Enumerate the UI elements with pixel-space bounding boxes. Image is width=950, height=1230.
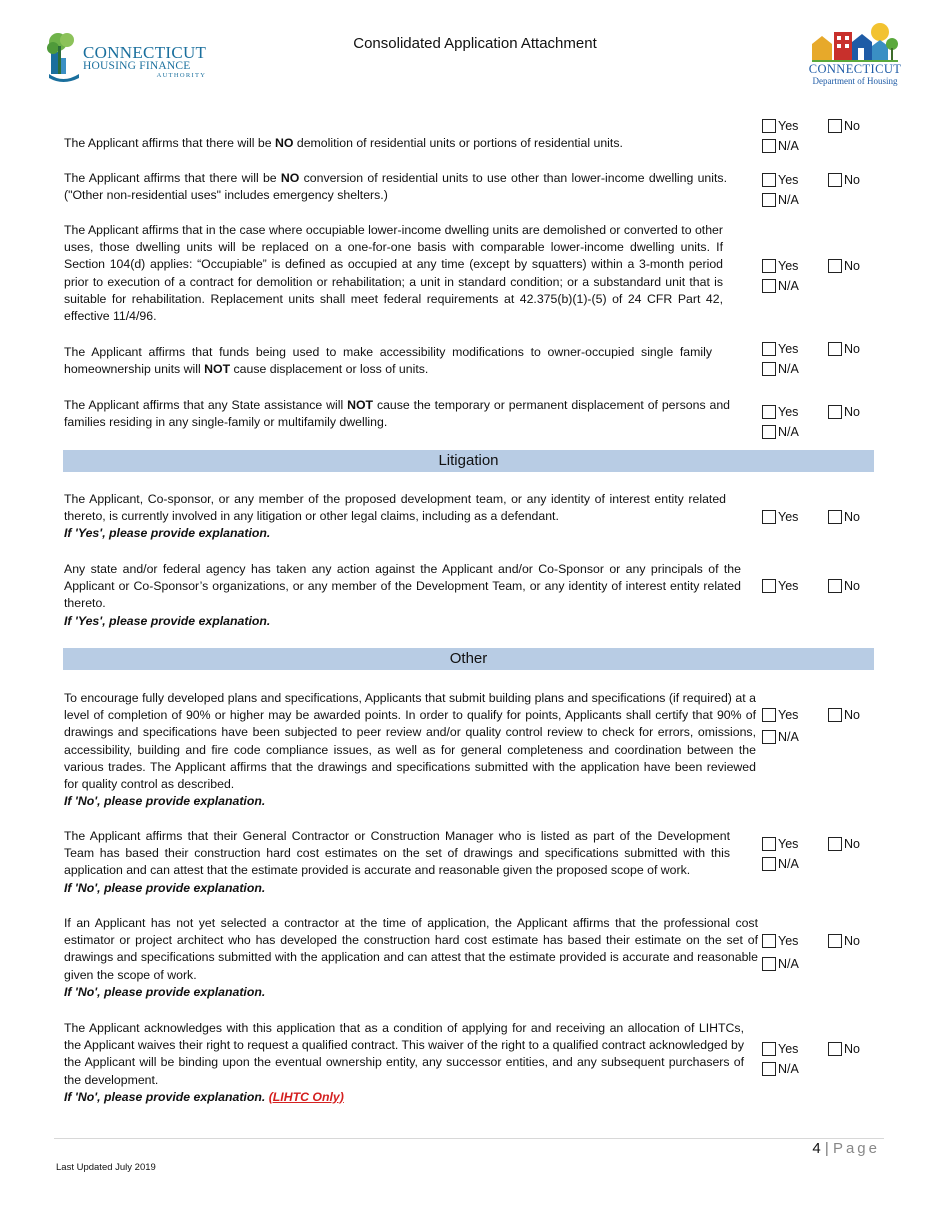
doh-logo — [806, 22, 904, 88]
yes-label: Yes — [778, 405, 799, 419]
no-checkbox[interactable] — [828, 579, 842, 593]
question-text-pre: The Applicant affirms that funds being used to make accessibility modifications to owner-occupied single family homeownership units will — [64, 345, 712, 377]
yes-checkbox[interactable] — [762, 119, 776, 133]
question-text — [64, 491, 726, 543]
no-option[interactable] — [828, 171, 860, 189]
yes-checkbox[interactable] — [762, 1042, 776, 1056]
question-text-body: Any state and/or federal agency has taken any action against the Applicant and/or Co-Sponsor or any principals of the Applicant or Co-Sponsor’s organizations, or any member of the Development Team, or any identity of interest entity related thereto. — [64, 562, 741, 611]
no-label: No — [844, 405, 860, 419]
yes-label: Yes — [778, 119, 799, 133]
no-option[interactable] — [828, 577, 860, 595]
no-label: No — [844, 579, 860, 593]
no-label: No — [844, 173, 860, 187]
no-option[interactable] — [828, 117, 860, 135]
page-title: Consolidated Application Attachment — [353, 35, 597, 52]
na-checkbox[interactable] — [762, 1062, 776, 1076]
no-label: No — [844, 1042, 860, 1056]
yes-label: Yes — [778, 510, 799, 524]
na-checkbox[interactable] — [762, 425, 776, 439]
no-label: No — [844, 259, 860, 273]
yes-option[interactable] — [762, 257, 798, 275]
no-option[interactable] — [828, 508, 860, 526]
yes-option[interactable] — [762, 508, 798, 526]
question-text — [64, 135, 734, 152]
no-checkbox[interactable] — [828, 708, 842, 722]
na-option[interactable] — [762, 137, 799, 155]
yes-option[interactable] — [762, 577, 798, 595]
question-text — [64, 828, 730, 897]
yes-option[interactable] — [762, 403, 798, 421]
chfa-line1: CONNECTICUT — [83, 43, 207, 62]
question-text-body: If an Applicant has not yet selected a contractor at the time of application, the Applicant affirms that the professional cost estimator or project architect who has developed the construction hard cost estimate has based their estimate on the set of drawings and specifications submitted with the application and can attest that the estimate provided is accurate and reasonable given the scope of work. — [64, 916, 758, 982]
yes-label: Yes — [778, 342, 799, 356]
question-text-post: cause displacement or loss of units. — [230, 362, 429, 377]
yes-label: Yes — [778, 708, 799, 722]
question-text-post: demolition of residential units or portions of residential units. — [293, 136, 623, 150]
no-checkbox[interactable] — [828, 934, 842, 948]
na-option[interactable] — [762, 1060, 799, 1078]
chfa-line3: AUTHORITY — [156, 71, 207, 79]
last-updated: Last Updated July 2019 — [56, 1162, 156, 1173]
yes-checkbox[interactable] — [762, 405, 776, 419]
section-header-litigation: Litigation — [63, 450, 874, 472]
yes-label: Yes — [778, 837, 799, 851]
no-checkbox[interactable] — [828, 837, 842, 851]
question-text — [64, 1020, 744, 1106]
no-checkbox[interactable] — [828, 119, 842, 133]
question-text-emphasis: NO — [280, 171, 300, 185]
na-option[interactable] — [762, 728, 799, 746]
na-checkbox[interactable] — [762, 362, 776, 376]
no-option[interactable] — [828, 932, 860, 950]
no-option[interactable] — [828, 706, 860, 724]
no-label: No — [844, 510, 860, 524]
no-checkbox[interactable] — [828, 342, 842, 356]
no-checkbox[interactable] — [828, 510, 842, 524]
yes-label: Yes — [778, 173, 799, 187]
page-number-separator: | — [824, 1140, 829, 1157]
yes-checkbox[interactable] — [762, 837, 776, 851]
question-text — [64, 915, 758, 1001]
question-text-emphasis: NO — [274, 136, 294, 150]
doh-subtitle: Department of Housing — [812, 76, 898, 86]
page-number — [760, 1140, 880, 1157]
na-option[interactable] — [762, 360, 799, 378]
yes-label: Yes — [778, 1042, 799, 1056]
na-checkbox[interactable] — [762, 857, 776, 871]
explanation-note: If 'No', please provide explanation. — [64, 794, 266, 809]
yes-checkbox[interactable] — [762, 579, 776, 593]
footer-divider — [54, 1138, 884, 1139]
no-option[interactable] — [828, 835, 860, 853]
section-header-other: Other — [63, 648, 874, 670]
question-text-pre: The Applicant affirms that any State assistance will — [64, 398, 348, 412]
na-option[interactable] — [762, 277, 799, 295]
page-header — [0, 0, 950, 110]
lihtc-only-link[interactable]: (LIHTC Only) — [268, 1089, 344, 1104]
yes-label: Yes — [778, 579, 799, 593]
no-label: No — [844, 708, 860, 722]
yes-option[interactable] — [762, 1040, 798, 1058]
yes-checkbox[interactable] — [762, 934, 776, 948]
explanation-note: If 'No', please provide explanation. — [64, 880, 266, 895]
no-checkbox[interactable] — [828, 173, 842, 187]
no-checkbox[interactable] — [828, 259, 842, 273]
na-label: N/A — [778, 957, 799, 971]
question-text — [64, 561, 741, 630]
na-checkbox[interactable] — [762, 193, 776, 207]
no-label: No — [844, 119, 860, 133]
yes-option[interactable] — [762, 932, 798, 950]
explanation-note: If 'No', please provide explanation. — [64, 984, 266, 999]
no-option[interactable] — [828, 340, 860, 358]
yes-option[interactable] — [762, 835, 798, 853]
question-text-body: The Applicant, Co-sponsor, or any member of the proposed development team, or any identity of interest entity related thereto, is currently involved in any litigation or other legal claims, including as a defendant. — [64, 492, 726, 524]
no-checkbox[interactable] — [828, 405, 842, 419]
na-label: N/A — [778, 1062, 799, 1076]
question-text-emphasis: NOT — [347, 398, 374, 412]
question-text-post: conversion of residential units to use other than lower-income dwelling units. ("Other non-residential uses" includes emergency shelters.) — [64, 171, 727, 203]
na-label: N/A — [778, 730, 799, 744]
question-text-body: To encourage fully developed plans and specifications, Applicants that submit building plans and specifications (if required) at a level of completion of 90% or higher may be awarded points. In order to qualify for points, Applicants shall certify that 90% of drawings and specifications have been subjected to peer review and/or quality control review to check for errors, omissions, accessibility, building and fire code compliance issues, as well as for general completeness and coordination between the various trades. The Applicant affirms that the drawings and specifications submitted with the application have been reviewed for quality control as described. — [64, 691, 756, 792]
yes-option[interactable] — [762, 706, 798, 724]
question-text-emphasis: NOT — [204, 362, 231, 377]
question-text-pre: The Applicant affirms that there will be — [64, 136, 275, 150]
doh-wordmark: CONNECTICUT — [808, 62, 902, 76]
no-label: No — [844, 342, 860, 356]
question-text — [64, 397, 730, 431]
explanation-note: If 'Yes', please provide explanation. — [64, 526, 271, 541]
no-option[interactable] — [828, 1040, 860, 1058]
na-label: N/A — [778, 193, 799, 207]
question-text — [64, 170, 727, 204]
yes-label: Yes — [778, 934, 799, 948]
na-label: N/A — [778, 425, 799, 439]
na-option[interactable] — [762, 955, 799, 973]
page-number-value: 4 — [812, 1140, 821, 1157]
na-checkbox[interactable] — [762, 730, 776, 744]
na-checkbox[interactable] — [762, 139, 776, 153]
no-option[interactable] — [828, 257, 860, 275]
na-label: N/A — [778, 139, 799, 153]
no-checkbox[interactable] — [828, 1042, 842, 1056]
na-label: N/A — [778, 857, 799, 871]
question-text — [64, 344, 712, 378]
na-label: N/A — [778, 362, 799, 376]
question-text-pre: The Applicant affirms that there will be — [64, 171, 281, 185]
question-text: The Applicant affirms that in the case where occupiable lower-income dwelling units are demolished or converted to other uses, those dwelling units will be replaced on a one-for-one basis with comparable lower-income dwelling units. If Section 104(d) applies: “Occupiable” is defined as occupied at any time (except by squatters) within a 3-month period prior to execution of a contract for demolition or rehabilitation; a unit in standard condition; or a substandard unit that is suitable for rehabilitation. Replacement units shall meet federal requirements at 42.375(b)(1)-(5) of 24 CFR Part 42, effective 11/4/96. — [64, 223, 723, 324]
yes-checkbox[interactable] — [762, 510, 776, 524]
na-checkbox[interactable] — [762, 957, 776, 971]
yes-option[interactable] — [762, 117, 798, 135]
na-option[interactable] — [762, 423, 799, 441]
question-text — [64, 690, 756, 810]
no-option[interactable] — [828, 403, 860, 421]
yes-option[interactable] — [762, 340, 798, 358]
explanation-note: If 'No', please provide explanation. — [64, 1089, 266, 1104]
explanation-note: If 'Yes', please provide explanation. — [64, 613, 271, 628]
yes-option[interactable] — [762, 171, 798, 189]
no-label: No — [844, 837, 860, 851]
question-text-body: The Applicant acknowledges with this application that as a condition of applying for and receiving an allocation of LIHTCs, the Applicant waives their right to request a qualified contract. This waiver of the right to a qualified contract acknowledged by the Applicant will be binding upon the eventual ownership entity, any successor entities, and any subsequent purchasers of the development. — [64, 1021, 744, 1087]
no-label: No — [844, 934, 860, 948]
yes-checkbox[interactable] — [762, 342, 776, 356]
na-label: N/A — [778, 279, 799, 293]
na-checkbox[interactable] — [762, 279, 776, 293]
yes-checkbox[interactable] — [762, 173, 776, 187]
question-text-post: cause the temporary or permanent displacement of persons and families residing in any single-family or multifamily dwelling. — [64, 398, 730, 430]
yes-checkbox[interactable] — [762, 259, 776, 273]
yes-checkbox[interactable] — [762, 708, 776, 722]
na-option[interactable] — [762, 855, 799, 873]
chfa-line2: HOUSING FINANCE — [83, 60, 191, 72]
na-option[interactable] — [762, 191, 799, 209]
question-text-body: The Applicant affirms that their General Contractor or Construction Manager who is listed as part of the Development Team has based their construction hard cost estimates on the set of drawings and specifications submitted with this application and can attest that the estimate provided is accurate and reasonable given the proposed scope of work. — [64, 829, 730, 878]
yes-label: Yes — [778, 259, 799, 273]
page-word: Page — [832, 1140, 880, 1157]
doh-houses-logo-icon — [812, 22, 898, 62]
